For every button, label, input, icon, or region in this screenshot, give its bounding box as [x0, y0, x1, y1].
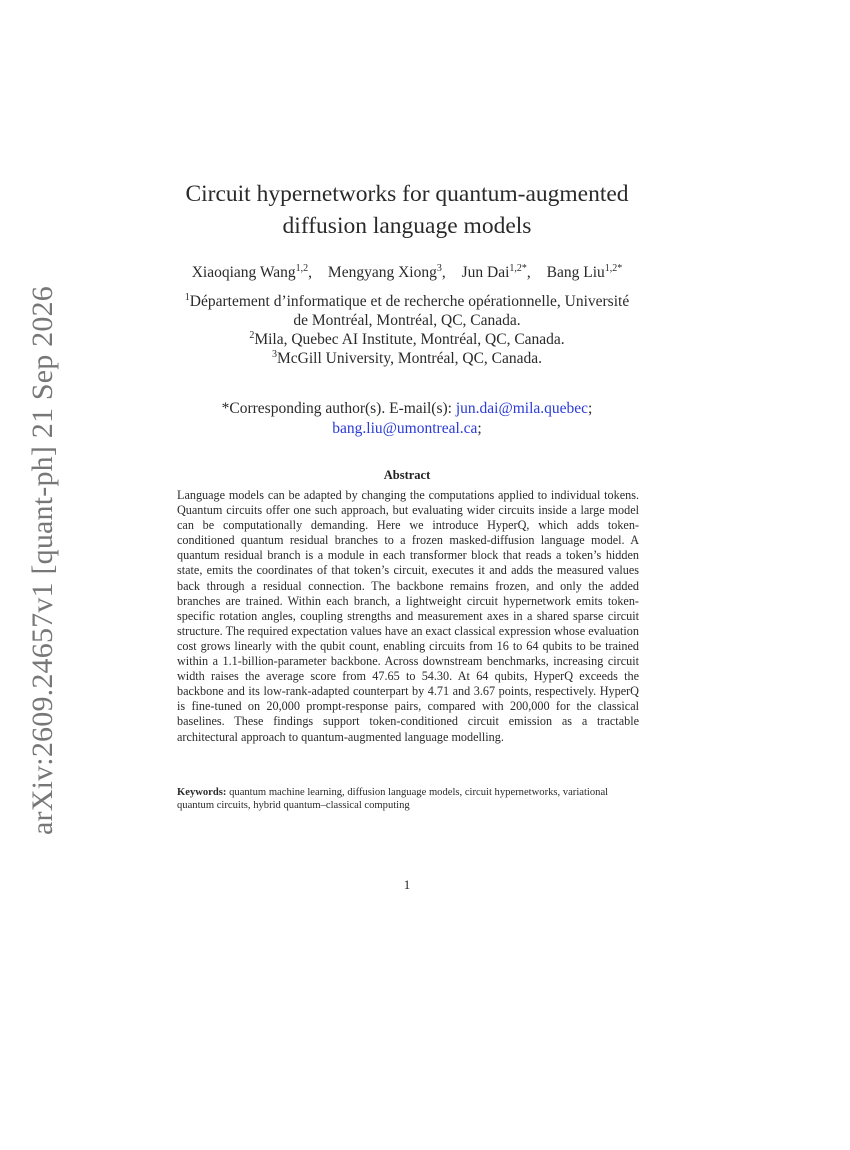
- corresponding-authors: [0, 399, 814, 439]
- abstract-heading: Abstract: [383, 468, 431, 482]
- title-line-1: Circuit hypernetworks for quantum-augmented: [185, 181, 629, 207]
- abstract-body: Language models can be adapted by changing the computations applied to individual tokens. Quantum circuits offer one such approach, but evaluating wider circuits inside a large model can be computationally demanding. Here we introduce HyperQ, which adds token-conditioned quantum residual branches to a frozen masked-diffusion language model. A quantum residual branch is a module in each transformer block that reads a token’s hidden state, emits the coordinates of that token’s circuit, executes it and adds the measured values back through a residual connection. The backbone remains frozen, and only the added branches are trained. Within each branch, a lightweight circuit hypernetwork emits token-specific rotation angles, coupling strengths and measurement axes in a shared sparse circuit structure. The required expectation values have an exact classical expression whose evaluation cost grows linearly with the qubit count, enabling circuits from 16 to 64 qubits to be trained within a 1.1-billion-parameter backbone. Across downstream benchmarks, increasing circuit width raises the average score from 47.65 to 54.30. At 64 qubits, HyperQ exceeds the backbone and its low-rank-adapted counterpart by 4.71 and 3.67 points, respectively. HyperQ is fine-tuned on 20,000 prompt-response pairs, compared with 200,000 for the classical baselines. These findings support token-conditioned circuit emission as a tractable architectural approach to quantum-augmented language modelling.: [177, 488, 639, 744]
- page-number: 1: [403, 877, 411, 892]
- affiliation-3: $^3$McGill University, Montréal, QC, Canada.: [271, 348, 543, 367]
- affiliation-1-line-2: de Montréal, Montréal, QC, Canada.: [293, 312, 521, 329]
- affiliations: [0, 292, 814, 368]
- corresponding-line-1: *Corresponding author(s). E-mail(s): jun.dai@mila.quebec;: [221, 400, 593, 417]
- affiliation-1-line-1: $^1$Département d’informatique et de recherche opérationnelle, Université: [184, 291, 630, 310]
- corresponding-line-2: bang.liu@umontreal.ca;: [332, 420, 482, 437]
- keywords-text: quantum machine learning, diffusion language models, circuit hypernetworks, variational quantum circuits, hybrid quantum–classical computing: [177, 787, 609, 811]
- keywords: [177, 786, 639, 812]
- arxiv-sidebar-stamp: arXiv:2609.24657v1 [quant-ph] 21 Sep 2026: [26, 286, 59, 835]
- author-list: [0, 264, 814, 282]
- author-2: Mengyang Xiong$^3$,: [327, 262, 446, 281]
- keywords-label: Keywords:: [177, 787, 227, 798]
- author-1: Xiaoqiang Wang$^{1,2}$,: [191, 262, 313, 281]
- paper-title: [0, 178, 814, 242]
- email-link-1[interactable]: jun.dai@mila.quebec: [455, 400, 589, 417]
- affiliation-2: $^2$Mila, Quebec AI Institute, Montréal, QC, Canada.: [249, 329, 565, 348]
- author-3: Jun Dai$^{1,2*}$,: [461, 262, 531, 281]
- email-link-2[interactable]: bang.liu@umontreal.ca: [332, 420, 478, 437]
- title-line-2: diffusion language models: [282, 213, 532, 239]
- author-4: Bang Liu$^{1,2*}$: [546, 262, 623, 281]
